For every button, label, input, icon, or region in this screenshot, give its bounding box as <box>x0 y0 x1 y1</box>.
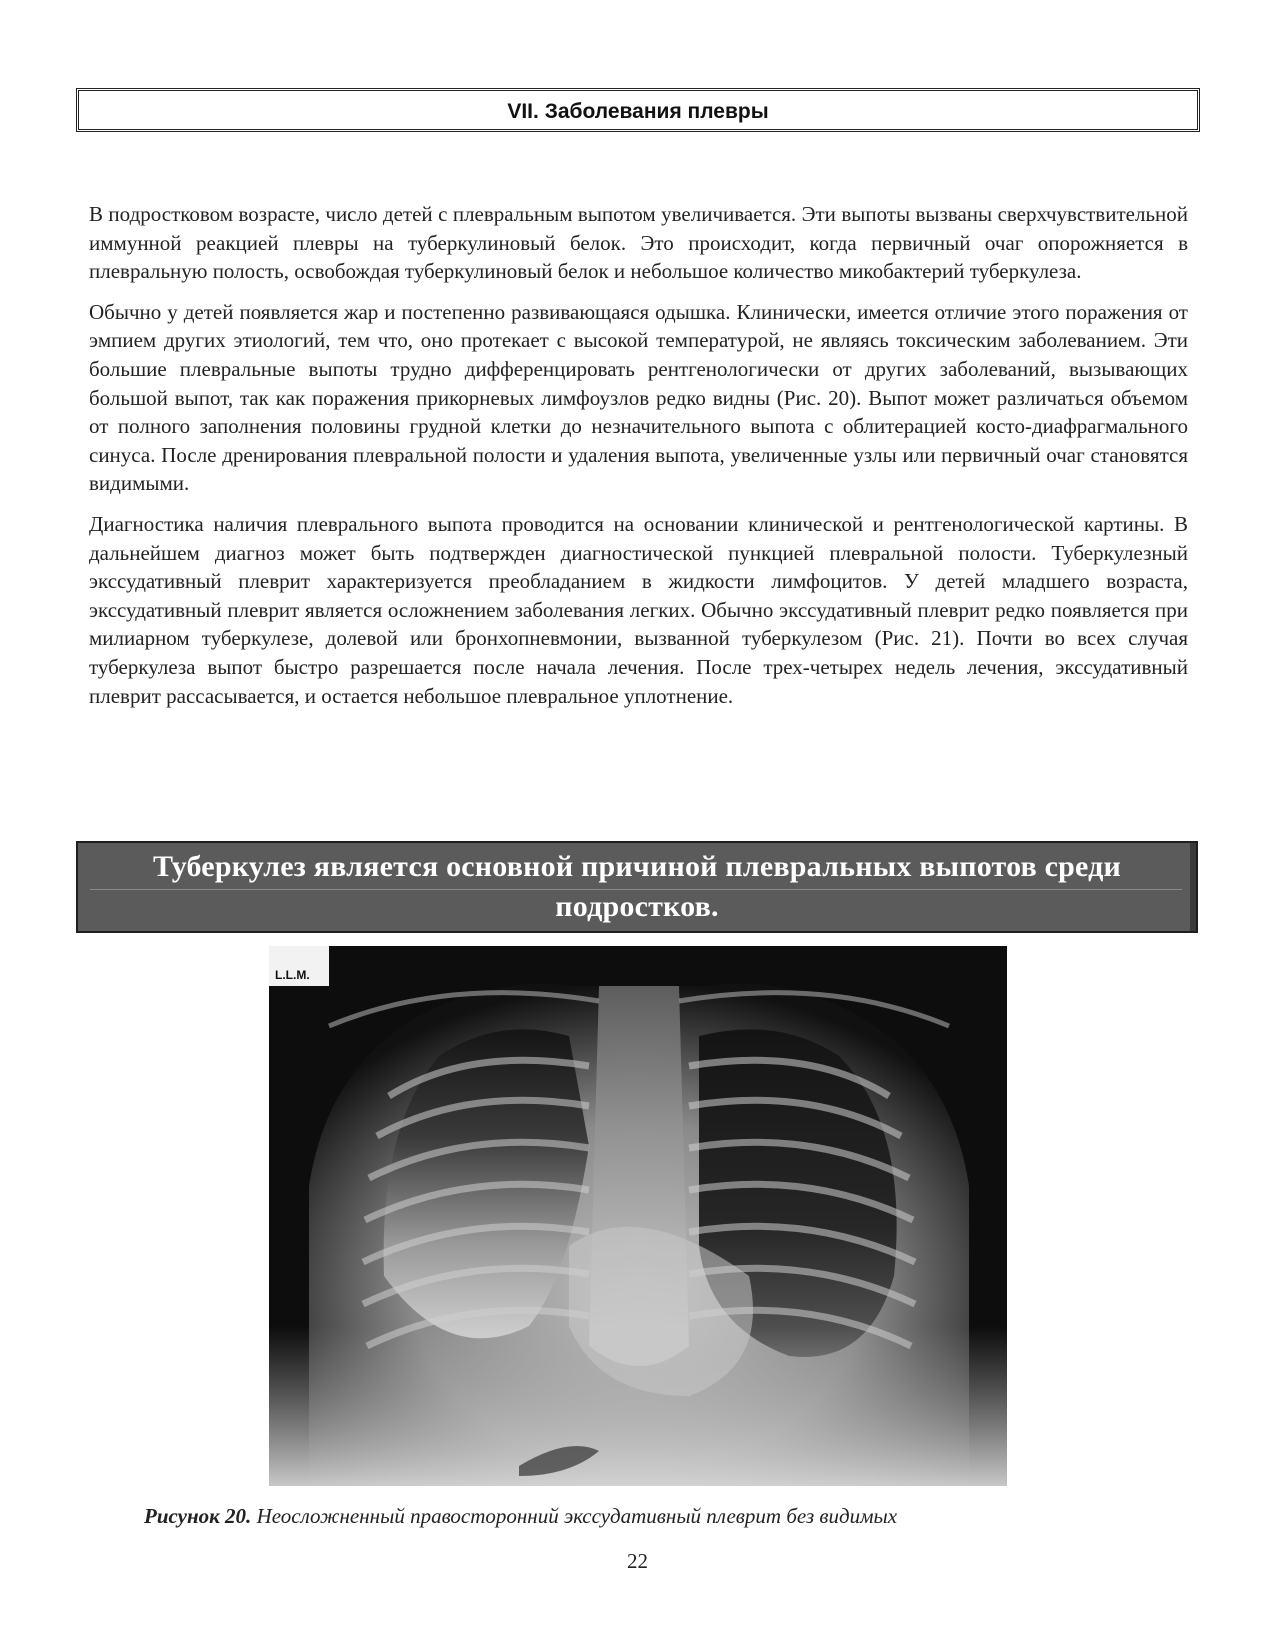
paragraph: В подростковом возрасте, число детей с плевральным выпотом увеличивается. Эти выпоты вызваны сверхчувствительной иммунной реакцией плевры на туберкулиновый белок. Это происходит, когда первичный очаг опорожняется в плевральную полость, освобождая туберкулиновый белок и небольшое количество микобактерий туберкулеза. <box>89 202 1188 284</box>
figure-caption <box>144 1504 1194 1529</box>
figure-label: Рисунок 20. <box>144 1504 252 1528</box>
chapter-title: VII. Заболевания плевры <box>507 100 769 123</box>
paragraph: Диагностика наличия плеврального выпота проводится на основании клинической и рентгенологической картины. В дальнейшем диагноз может быть подтвержден диагностической пункцией плевральной полости. Туберкулезный экссудативный плеврит характеризуется преобладанием в жидкости лимфоцитов. У детей младшего возраста, экссудативный плеврит является осложнением заболевания легких. Обычно экссудативный плеврит редко появляется при милиарном туберкулезе, долевой или бронхопневмонии, вызванной туберкулезом (Рис. 21). Почти во всех случая туберкулеза выпот быстро разрешается после начала лечения. После трех-четырех недель лечения, экссудативный плеврит рассасывается, и остается небольшое плевральное уплотнение. <box>89 511 1188 708</box>
callout-box <box>76 841 1198 933</box>
page-number: 22 <box>627 1549 648 1573</box>
body-text <box>89 200 1188 722</box>
chapter-header <box>76 88 1200 132</box>
callout-text: Туберкулез является основной причиной плевральных выпотов среди подростков. <box>152 850 1122 923</box>
paragraph: Обычно у детей появляется жар и постепенно развивающаяся одышка. Клинически, имеется отличие этого поражения от эмпием других этиологий, тем что, оно протекает с высокой температурой, не являясь токсическим заболеванием. Эти большие плевральные выпоты трудно дифференцировать рентгенологически от других заболеваний, вызывающих большой выпот, так как поражения прикорневых лимфоузлов редко видны (Рис. 20). Выпот может различаться объемом от полного заполнения половины грудной клетки до незначительного выпота с облитерацией косто-диафрагмального синуса. После дренирования плевральной полости и удаления выпота, увеличенные узлы или первичный очаг становятся видимыми. <box>89 299 1188 496</box>
chest-xray-image <box>269 946 1007 1486</box>
image-marker: L.L.M. <box>275 968 310 982</box>
figure-caption-text: Неосложненный правосторонний экссудативный плеврит без видимых <box>256 1504 898 1528</box>
